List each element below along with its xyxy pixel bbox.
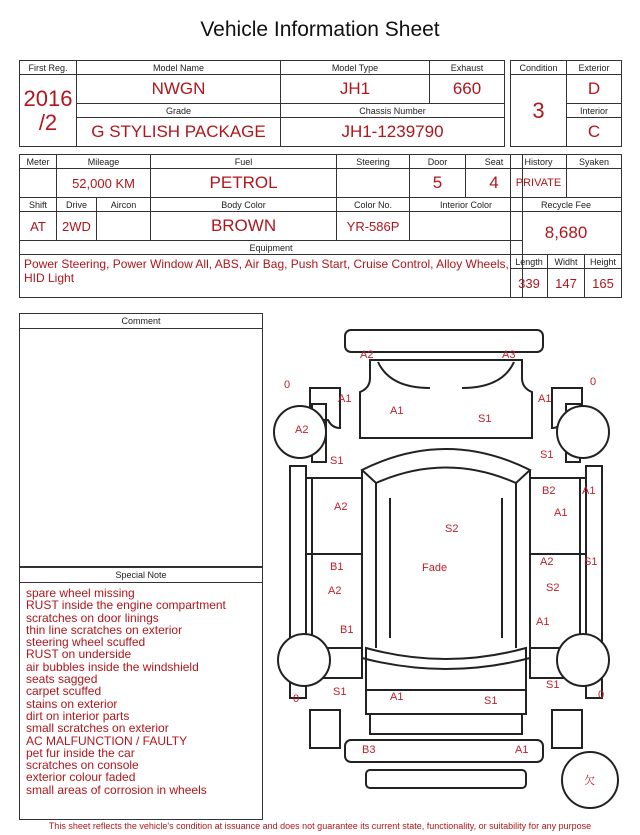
drive-value: 2WD xyxy=(57,212,97,241)
syaken-label: Syaken xyxy=(567,155,622,169)
mark-rear-bumper-left: B3 xyxy=(362,744,376,756)
syaken-value xyxy=(567,169,622,198)
car-damage-diagram xyxy=(270,318,622,818)
condition-label: Condition xyxy=(511,61,567,75)
special-note-item: RUST on underside xyxy=(26,647,132,662)
mark-front-right-side: A1 xyxy=(582,485,596,497)
special-note-item: steering wheel scuffed xyxy=(26,635,146,650)
color-no-label: Color No. xyxy=(337,198,410,212)
history-label: History xyxy=(511,155,567,169)
fuel-value: PETROL xyxy=(151,169,337,198)
mark-front-right-pillar: S1 xyxy=(540,449,554,461)
special-note-item: thin line scratches on exterior xyxy=(26,622,183,637)
mark-hood-left: A1 xyxy=(390,405,404,417)
drive-label: Drive xyxy=(57,198,97,212)
interior-color-value xyxy=(410,212,523,241)
chassis-number-label: Chassis Number xyxy=(281,104,505,118)
shift-value: AT xyxy=(20,212,57,241)
mark-roof-center: Fade xyxy=(422,562,448,574)
rear-right-wheel xyxy=(557,634,609,686)
mark-rear-left-door-top: B1 xyxy=(330,561,344,573)
mark-front-left-wheel-top: 0 xyxy=(284,379,291,391)
mark-front-right-door-top: B2 xyxy=(542,485,556,497)
mark-front-right-fender: A1 xyxy=(538,393,552,405)
aircon-label: Aircon xyxy=(97,198,151,212)
special-note-item: spare wheel missing xyxy=(26,586,135,600)
comment-text xyxy=(20,329,262,337)
mark-front-right-door: A1 xyxy=(554,507,568,519)
history-table xyxy=(510,154,622,298)
width-value: 147 xyxy=(548,269,585,298)
special-note-item: seats sagged xyxy=(26,672,98,687)
mark-rear-right-side: S1 xyxy=(584,556,598,568)
seat-value: 4 xyxy=(466,169,523,198)
special-note-item: stains on exterior xyxy=(26,696,118,711)
exhaust-label: Exhaust xyxy=(430,61,505,75)
length-label: Length xyxy=(511,255,548,269)
mileage-label: Mileage xyxy=(57,155,151,169)
steering-value xyxy=(337,169,410,198)
comment-label: Comment xyxy=(20,314,262,329)
seat-label: Seat xyxy=(466,155,523,169)
height-label: Height xyxy=(585,255,622,269)
special-note-list xyxy=(20,583,262,800)
shift-label: Shift xyxy=(20,198,57,212)
length-value: 339 xyxy=(511,269,548,298)
body-color-label: Body Color xyxy=(151,198,337,212)
mark-rear-bumper-right: A1 xyxy=(515,744,529,756)
mark-rear-right-quarter: A1 xyxy=(536,616,550,628)
mark-front-left-door: A2 xyxy=(334,501,348,513)
mark-front-bumper-left: A2 xyxy=(360,349,374,361)
first-reg-value: 2016 /2 xyxy=(20,75,77,147)
exhaust-value: 660 xyxy=(430,75,505,104)
exterior-label: Exterior xyxy=(567,61,622,75)
vehicle-basic-table xyxy=(19,60,505,147)
mark-rear-left-quarter: B1 xyxy=(340,624,354,636)
chassis-number-value: JH1-1239790 xyxy=(281,118,505,147)
special-note-item: pet fur inside the car xyxy=(26,745,135,760)
mark-front-right-wheel-top: 0 xyxy=(590,376,597,388)
color-no-value: YR-586P xyxy=(337,212,410,241)
condition-value: 3 xyxy=(511,75,567,147)
mark-rear-right-wheel: 0 xyxy=(598,689,605,701)
model-type-value: JH1 xyxy=(281,75,430,104)
width-label: Widht xyxy=(548,255,585,269)
model-name-value: NWGN xyxy=(77,75,281,104)
mark-front-bumper-right: A3 xyxy=(502,349,516,361)
front-right-wheel xyxy=(557,406,609,458)
door-label: Door xyxy=(410,155,466,169)
mark-trunk-right: S1 xyxy=(484,695,498,707)
disclaimer-footer: This sheet reflects the vehicle's condition at issuance and does not guarantee its current state, functionality, or suitability for any purpose xyxy=(48,821,592,831)
mark-front-left-tire: A2 xyxy=(295,424,309,436)
page-title: Vehicle Information Sheet xyxy=(200,18,440,41)
special-note-label: Special Note xyxy=(20,568,262,583)
first-reg-label: First Reg. xyxy=(20,61,77,75)
mark-roof: S2 xyxy=(445,523,459,535)
special-note-item: small areas of corrosion in wheels xyxy=(26,782,207,797)
vehicle-spec-table xyxy=(19,154,523,298)
exterior-value: D xyxy=(567,75,622,104)
mark-rear-right-door: S2 xyxy=(546,582,560,594)
grade-label: Grade xyxy=(77,104,281,118)
interior-color-label: Interior Color xyxy=(410,198,523,212)
height-value: 165 xyxy=(585,269,622,298)
mark-hood-right: S1 xyxy=(478,413,492,425)
model-name-label: Model Name xyxy=(77,61,281,75)
mark-spare-wheel: 欠 xyxy=(584,775,595,787)
mark-front-left-pillar: S1 xyxy=(330,455,344,467)
interior-value: C xyxy=(567,118,622,147)
condition-table xyxy=(510,60,622,147)
mark-rear-right-door-top: A2 xyxy=(540,556,554,568)
mark-rear-left-wheel: 0 xyxy=(293,693,300,705)
history-value: PRIVATE xyxy=(511,169,567,198)
mileage-value: 52,000 KM xyxy=(57,169,151,198)
recycle-fee-value: 8,680 xyxy=(511,212,622,255)
door-value: 5 xyxy=(410,169,466,198)
interior-label: Interior xyxy=(567,104,622,118)
special-note-item: exterior colour faded xyxy=(26,770,136,785)
aircon-value xyxy=(97,212,151,241)
car-outline xyxy=(290,330,605,788)
grade-value: G STYLISH PACKAGE xyxy=(77,118,281,147)
mark-rear-right-pillar: S1 xyxy=(546,679,560,691)
mark-trunk-left: A1 xyxy=(390,691,404,703)
special-note-item: scratches on console xyxy=(26,758,139,773)
mark-rear-left-door: A2 xyxy=(328,585,342,597)
equipment-label: Equipment xyxy=(20,241,523,255)
rear-left-wheel xyxy=(278,634,330,686)
steering-label: Steering xyxy=(337,155,410,169)
meter-label: Meter xyxy=(20,155,57,169)
special-note-item: dirt on interior parts xyxy=(26,708,130,723)
model-type-label: Model Type xyxy=(281,61,430,75)
body-color-value: BROWN xyxy=(151,212,337,241)
special-note-item: RUST inside the engine compartment xyxy=(26,598,226,613)
special-note-box xyxy=(19,567,263,820)
mark-front-left-fender: A1 xyxy=(338,393,352,405)
recycle-fee-label: Recycle Fee xyxy=(511,198,622,212)
special-note-item: AC MALFUNCTION / FAULTY xyxy=(26,733,188,748)
mark-rear-left-pillar: S1 xyxy=(333,686,347,698)
special-note-item: small scratches on exterior xyxy=(26,721,169,736)
fuel-label: Fuel xyxy=(151,155,337,169)
special-note-item: scratches on door linings xyxy=(26,610,159,625)
meter-value xyxy=(20,169,57,198)
comment-box xyxy=(19,313,263,567)
special-note-item: air bubbles inside the windshield xyxy=(26,659,199,674)
special-note-item: carpet scuffed xyxy=(26,684,102,699)
equipment-value: Power Steering, Power Window All, ABS, Air Bag, Push Start, Cruise Control, Alloy Wheels, HID Light xyxy=(20,255,523,298)
